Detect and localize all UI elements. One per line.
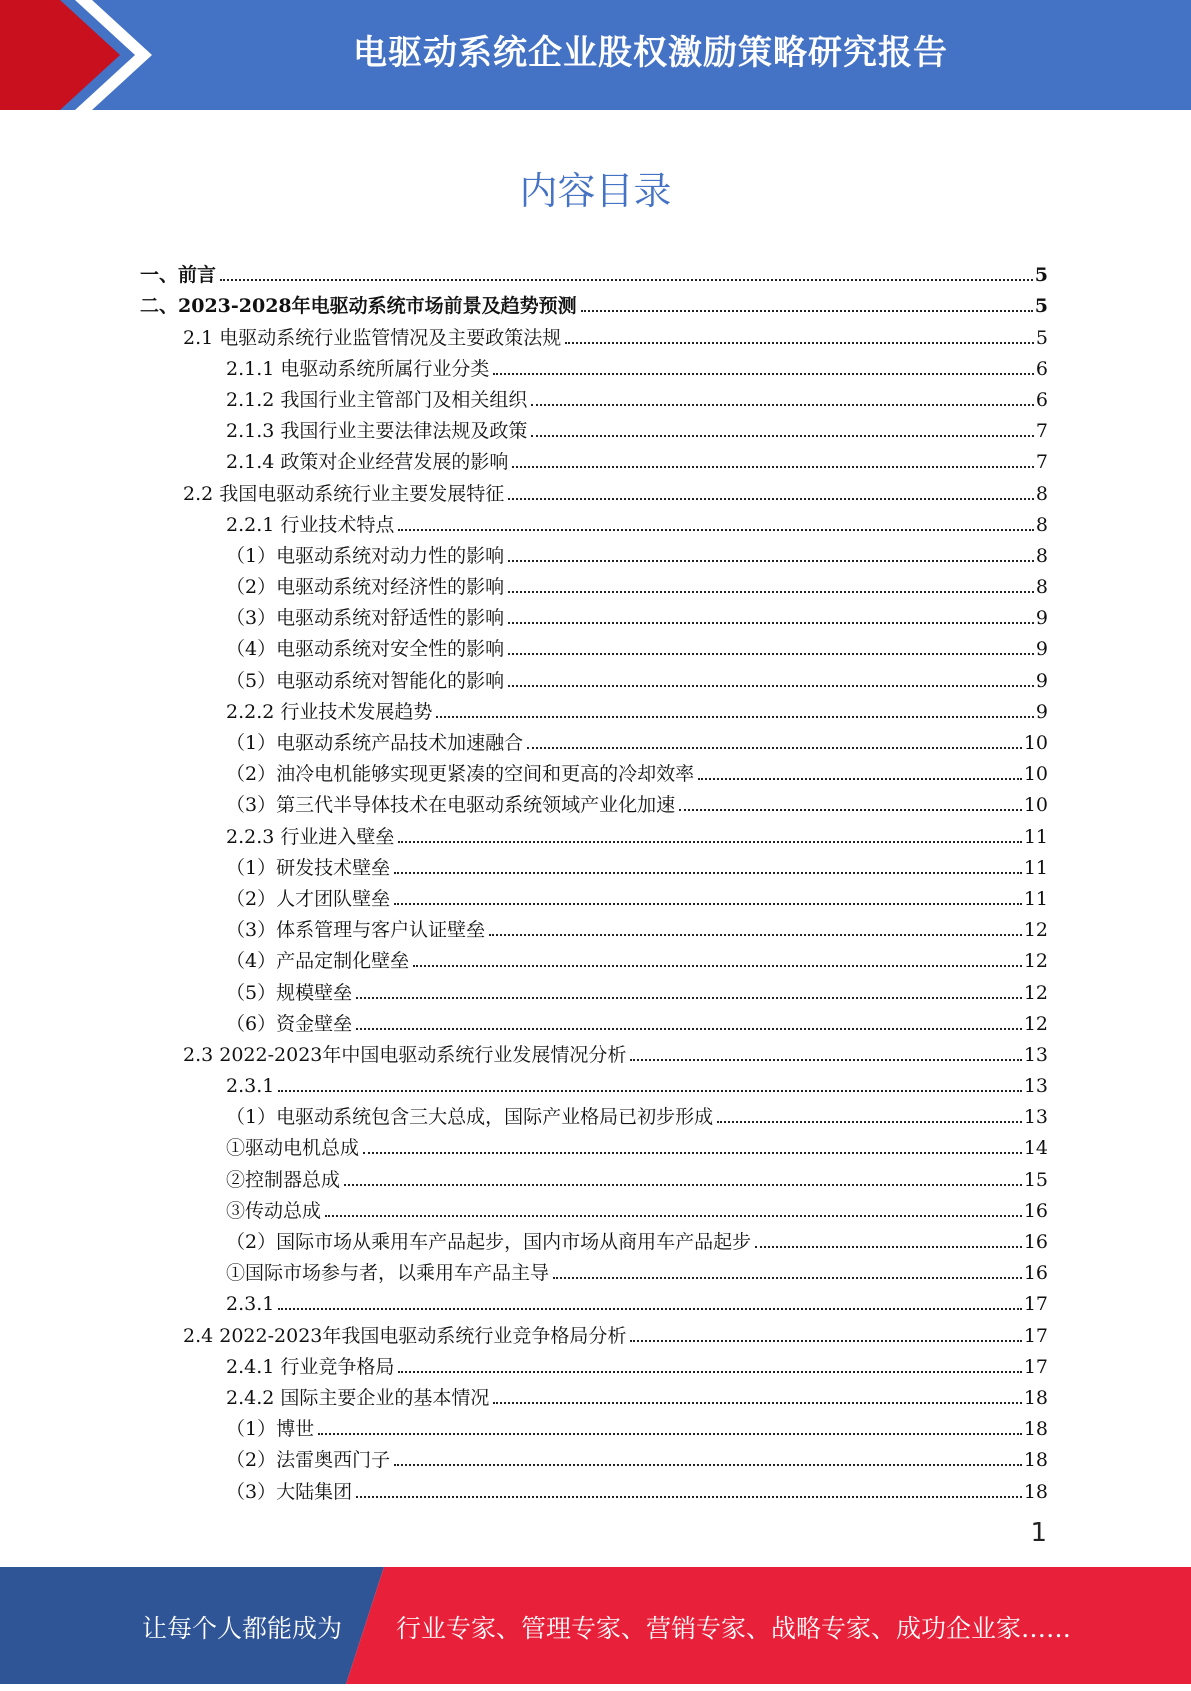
toc-leader-dots — [531, 435, 1034, 437]
toc-entry-label: （2）电驱动系统对经济性的影响 — [226, 576, 505, 599]
toc-entry[interactable] — [140, 941, 1048, 972]
toc-entry-page: 11 — [1023, 856, 1048, 879]
toc-entry[interactable] — [140, 1440, 1048, 1471]
toc-entry-page: 5 — [1034, 295, 1048, 318]
toc-entry-page: 8 — [1035, 482, 1048, 505]
toc-entry-page: 18 — [1023, 1480, 1048, 1503]
toc-leader-dots — [565, 342, 1034, 344]
toc-entry-label: （1）研发技术壁垒 — [226, 856, 391, 879]
toc-entry[interactable] — [140, 349, 1048, 380]
toc-leader-dots — [755, 1246, 1022, 1248]
toc-entry-label: （1）电驱动系统对动力性的影响 — [226, 544, 505, 567]
toc-leader-dots — [679, 809, 1022, 811]
toc-entry-page: 5 — [1034, 264, 1048, 287]
toc-entry[interactable] — [140, 629, 1048, 660]
toc-entry-label: （3）电驱动系统对舒适性的影响 — [226, 607, 505, 630]
toc-entry[interactable] — [140, 660, 1048, 691]
toc-heading: 内容目录 — [519, 169, 672, 213]
toc-leader-dots — [394, 1464, 1022, 1466]
toc-leader-dots — [512, 466, 1034, 468]
toc-entry[interactable] — [140, 848, 1048, 879]
toc-leader-dots — [356, 997, 1022, 999]
toc-entry-page: 14 — [1023, 1137, 1048, 1160]
toc-entry[interactable] — [140, 1191, 1048, 1222]
toc-entry[interactable] — [140, 411, 1048, 442]
toc-entry[interactable] — [140, 723, 1048, 754]
toc-leader-dots — [220, 279, 1033, 281]
toc-entry-label: （4）产品定制化壁垒 — [226, 950, 410, 973]
toc-entry-label: 2.4 2022-2023年我国电驱动系统行业竞争格局分析 — [183, 1324, 627, 1347]
toc-entry-page: 18 — [1023, 1418, 1048, 1441]
toc-leader-dots — [398, 529, 1034, 531]
toc-entry-page: 11 — [1023, 825, 1048, 848]
toc-entry-page: 15 — [1023, 1168, 1048, 1191]
toc-entry-label: 2.1.3 我国行业主要法律法规及政策 — [226, 420, 528, 443]
toc-entry[interactable] — [140, 286, 1048, 317]
toc-entry-page: 16 — [1023, 1262, 1048, 1285]
toc-entry-label: （5）规模壁垒 — [226, 981, 353, 1004]
toc-entry-label: 2.3.1 — [226, 1293, 275, 1316]
toc-entry[interactable] — [140, 1378, 1048, 1409]
toc-entry-label: （4）电驱动系统对安全性的影响 — [226, 638, 505, 661]
toc-entry[interactable] — [140, 598, 1048, 629]
toc-entry-page: 8 — [1035, 576, 1048, 599]
toc-entry-page: 13 — [1023, 1043, 1048, 1066]
toc-entry-page: 9 — [1035, 669, 1048, 692]
toc-entry[interactable] — [140, 536, 1048, 567]
toc-entry-label: 2.1 电驱动系统行业监管情况及主要政策法规 — [183, 326, 562, 349]
toc-entry-label: 2.4.2 国际主要企业的基本情况 — [226, 1386, 490, 1409]
toc-entry[interactable] — [140, 255, 1048, 286]
toc-entry-label: （5）电驱动系统对智能化的影响 — [226, 669, 505, 692]
toc-entry[interactable] — [140, 1284, 1048, 1315]
toc-entry-page: 12 — [1023, 950, 1048, 973]
toc-leader-dots — [493, 1402, 1021, 1404]
toc-entry-page: 9 — [1035, 607, 1048, 630]
toc-leader-dots — [508, 560, 1034, 562]
toc-entry-page: 5 — [1035, 326, 1048, 349]
toc-entry-page: 7 — [1035, 451, 1048, 474]
toc-leader-dots — [325, 1215, 1022, 1217]
toc-entry[interactable] — [140, 1066, 1048, 1097]
toc-entry-page: 12 — [1023, 1012, 1048, 1035]
toc-entry-page: 18 — [1023, 1449, 1048, 1472]
toc-entry-page: 10 — [1023, 732, 1048, 754]
toc-entry[interactable] — [140, 1097, 1048, 1128]
toc-entry-page: 18 — [1023, 1386, 1048, 1409]
toc-leader-dots — [489, 934, 1022, 936]
toc-entry-page: 17 — [1023, 1293, 1048, 1316]
toc-leader-dots — [508, 591, 1034, 593]
toc-leader-dots — [508, 498, 1034, 500]
toc-entry-label: 2.3 2022-2023年中国电驱动系统行业发展情况分析 — [183, 1043, 627, 1066]
footer-slogan-right: 行业专家、管理专家、营销专家、战略专家、成功企业家…… — [396, 1614, 1072, 1643]
toc-entry[interactable] — [140, 1222, 1048, 1253]
toc-entry[interactable] — [140, 1128, 1048, 1159]
toc-entry[interactable] — [140, 567, 1048, 598]
report-title: 电驱动系统企业股权激励策略研究报告 — [353, 33, 948, 73]
toc-entry-page: 11 — [1023, 887, 1048, 910]
toc-leader-dots — [508, 653, 1034, 655]
toc-entry[interactable] — [140, 754, 1048, 785]
toc-entry-page: 9 — [1035, 700, 1048, 723]
toc-leader-dots — [398, 841, 1021, 843]
toc-entry-label: （2）法雷奥西门子 — [226, 1449, 391, 1472]
toc-leader-dots — [581, 310, 1033, 312]
toc-leader-dots — [508, 685, 1034, 687]
toc-leader-dots — [493, 373, 1034, 375]
toc-entry-page: 12 — [1023, 919, 1048, 942]
toc-leader-dots — [698, 778, 1022, 780]
toc-leader-dots — [394, 903, 1022, 905]
toc-entry-label: ①驱动电机总成 — [226, 1137, 360, 1160]
toc-entry-label: 二、2023-2028年电驱动系统市场前景及趋势预测 — [140, 295, 577, 318]
toc-entry[interactable] — [140, 1159, 1048, 1190]
toc-leader-dots — [717, 1121, 1022, 1123]
toc-entry-label: （1）电驱动系统产品技术加速融合 — [226, 732, 524, 754]
toc-entry-label: （2）国际市场从乘用车产品起步，国内市场从商用车产品起步 — [226, 1231, 752, 1253]
toc-leader-dots — [318, 1433, 1022, 1435]
toc-entry[interactable] — [140, 1471, 1048, 1502]
toc-entry-label: （3）第三代半导体技术在电驱动系统领域产业化加速 — [226, 794, 676, 817]
toc-entry[interactable] — [140, 1347, 1048, 1378]
toc-entry[interactable] — [140, 380, 1048, 411]
report-footer — [0, 1567, 1191, 1684]
toc-leader-dots — [278, 1308, 1021, 1310]
toc-entry-label: （2）油冷电机能够实现更紧凑的空间和更高的冷却效率 — [226, 763, 695, 786]
toc-entry-label: 2.3.1 — [226, 1075, 275, 1098]
toc-entry[interactable] — [140, 1315, 1048, 1346]
report-header — [0, 0, 1191, 110]
toc-entry-page: 8 — [1035, 544, 1048, 567]
toc-entry-page: 7 — [1035, 420, 1048, 443]
toc-entry-label: 2.2.2 行业技术发展趋势 — [226, 700, 433, 723]
toc-leader-dots — [278, 1090, 1021, 1092]
toc-entry-page: 13 — [1023, 1106, 1048, 1129]
page-number: 1 — [1030, 1518, 1047, 1548]
toc-leader-dots — [363, 1152, 1022, 1154]
toc-entry-label: （3）体系管理与客户认证壁垒 — [226, 919, 486, 942]
toc-entry-label: （3）大陆集团 — [226, 1480, 353, 1503]
toc-entry[interactable] — [140, 317, 1048, 348]
toc-entry-label: 2.1.4 政策对企业经营发展的影响 — [226, 451, 509, 474]
toc-entry-page: 12 — [1023, 981, 1048, 1004]
toc-entry-page: 16 — [1023, 1199, 1048, 1222]
toc-entry-label: ①国际市场参与者，以乘用车产品主导 — [226, 1262, 550, 1285]
toc-entry[interactable] — [140, 692, 1048, 723]
toc-entry[interactable] — [140, 1253, 1048, 1284]
toc-entry-page: 9 — [1035, 638, 1048, 661]
toc-leader-dots — [398, 1371, 1021, 1373]
toc-entry[interactable] — [140, 1409, 1048, 1440]
toc-entry[interactable] — [140, 879, 1048, 910]
toc-entry[interactable] — [140, 1004, 1048, 1035]
footer-slogan-left: 让每个人都能成为 — [142, 1614, 343, 1643]
toc-entry-page: 8 — [1035, 513, 1048, 536]
toc-leader-dots — [344, 1184, 1022, 1186]
toc-entry-page: 6 — [1035, 388, 1048, 411]
toc-entry[interactable] — [140, 816, 1048, 847]
toc-leader-dots — [630, 1340, 1021, 1342]
toc-leader-dots — [436, 716, 1034, 718]
toc-entry-label: 一、前言 — [140, 264, 217, 287]
toc-leader-dots — [527, 747, 1022, 749]
toc-entry-label: 2.1.2 我国行业主管部门及相关组织 — [226, 388, 528, 411]
toc-entry-page: 17 — [1023, 1324, 1048, 1347]
toc-leader-dots — [356, 1496, 1022, 1498]
toc-entry-page: 6 — [1035, 357, 1048, 380]
toc-entry-label: 2.1.1 电驱动系统所属行业分类 — [226, 357, 490, 380]
toc-entry[interactable] — [140, 442, 1048, 473]
toc-entry[interactable] — [140, 505, 1048, 536]
toc-entry-page: 16 — [1023, 1231, 1048, 1253]
toc-entry-label: ②控制器总成 — [226, 1168, 341, 1191]
toc-leader-dots — [553, 1277, 1022, 1279]
toc-leader-dots — [413, 965, 1022, 967]
toc-entry-page: 10 — [1023, 763, 1048, 786]
toc-entry[interactable] — [140, 1035, 1048, 1066]
toc-entry-label: ③传动总成 — [226, 1199, 322, 1222]
toc-leader-dots — [630, 1059, 1021, 1061]
toc-entry[interactable] — [140, 972, 1048, 1003]
toc-entry[interactable] — [140, 910, 1048, 941]
toc-entry-label: 2.4.1 行业竞争格局 — [226, 1355, 395, 1378]
toc-entry-page: 13 — [1023, 1075, 1048, 1098]
toc-entry-label: （1）电驱动系统包含三大总成，国际产业格局已初步形成 — [226, 1106, 714, 1129]
toc-entry-page: 10 — [1023, 794, 1048, 817]
toc-entry-label: （1）博世 — [226, 1418, 315, 1441]
toc-entry-label: （2）人才团队壁垒 — [226, 887, 391, 910]
toc-entry-label: 2.2.3 行业进入壁垒 — [226, 825, 395, 848]
toc-leader-dots — [531, 404, 1034, 406]
toc-entry-page: 17 — [1023, 1355, 1048, 1378]
toc-entry-label: 2.2 我国电驱动系统行业主要发展特征 — [183, 482, 505, 505]
toc-entry[interactable] — [140, 785, 1048, 816]
toc-leader-dots — [394, 872, 1022, 874]
toc-entry[interactable] — [140, 473, 1048, 504]
toc-entry-label: 2.2.1 行业技术特点 — [226, 513, 395, 536]
table-of-contents — [140, 255, 1048, 1503]
toc-leader-dots — [356, 1028, 1022, 1030]
toc-entry-label: （6）资金壁垒 — [226, 1012, 353, 1035]
toc-leader-dots — [508, 622, 1034, 624]
